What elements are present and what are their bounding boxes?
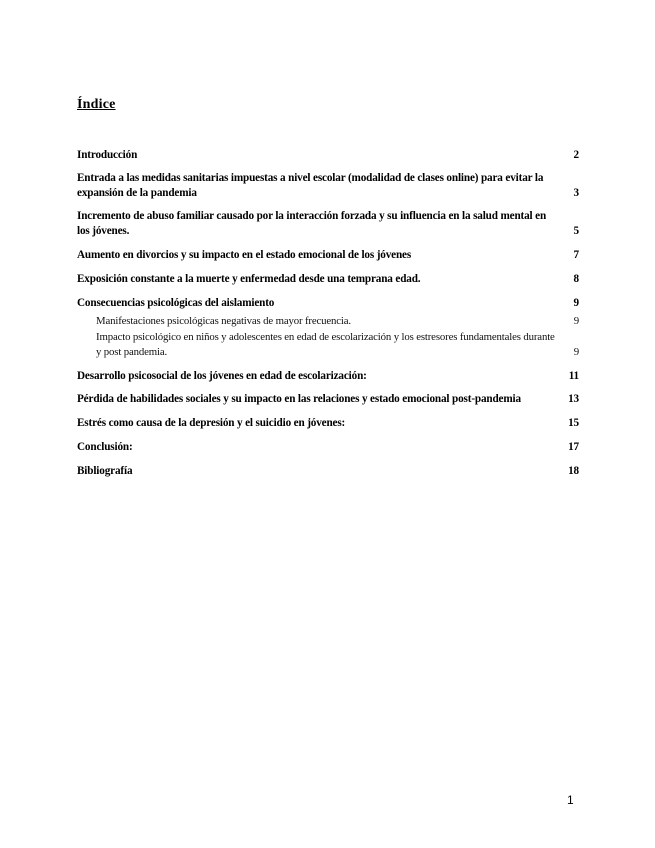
toc-entry-page: 9	[573, 297, 579, 309]
toc-entry-abuso-familiar[interactable]	[77, 209, 579, 239]
toc-entry-title: Aumento en divorcios y su impacto en el estado emocional de los jóvenes	[77, 249, 412, 261]
toc-entry-consecuencias-aislamiento[interactable]	[77, 296, 579, 311]
toc-entry-bibliografia[interactable]	[77, 464, 579, 479]
toc-entry-page: 9	[573, 346, 579, 358]
toc-entry-page: 9	[573, 315, 579, 327]
toc-entry-page: 15	[568, 417, 579, 429]
toc-entry-page: 5	[573, 225, 579, 237]
toc-entry-title: Estrés como causa de la depresión y el suicidio en jóvenes:	[77, 417, 346, 429]
page-number: 1	[567, 793, 574, 807]
toc-entry-perdida-habilidades[interactable]	[77, 392, 579, 407]
toc-entry-title: Manifestaciones psicológicas negativas de mayor frecuencia.	[96, 315, 351, 327]
toc-entry-title: Introducción	[77, 149, 138, 161]
toc-entry-title: Entrada a las medidas sanitarias impuestas a nivel escolar (modalidad de clases online) para evitar la expansión de la pandemia	[77, 172, 544, 199]
toc-entry-estres-depresion[interactable]	[77, 416, 579, 431]
toc-entry-exposicion-muerte[interactable]	[77, 272, 579, 287]
toc-entry-title: Desarrollo psicosocial de los jóvenes en edad de escolarización:	[77, 370, 367, 382]
toc-entry-page: 17	[568, 441, 579, 453]
toc-subentry-manifestaciones[interactable]	[96, 314, 579, 329]
toc-entry-title: Bibliografía	[77, 465, 133, 477]
toc-entry-page: 8	[573, 273, 579, 285]
toc-entry-page: 2	[573, 149, 579, 161]
toc-entry-title: Impacto psicológico en niños y adolescentes en edad de escolarización y los estresores fundamentales durante y post pandemia.	[96, 331, 555, 358]
toc-heading: Índice	[77, 97, 116, 112]
toc-entry-medidas-sanitarias[interactable]	[77, 171, 579, 201]
toc-entry-title: Exposición constante a la muerte y enfermedad desde una temprana edad.	[77, 273, 421, 285]
toc-entry-page: 18	[568, 465, 579, 477]
toc-entry-page: 13	[568, 393, 579, 405]
toc-entry-divorcios[interactable]	[77, 248, 579, 263]
toc-entry-desarrollo-psicosocial[interactable]	[77, 369, 579, 384]
toc-entry-page: 3	[573, 187, 579, 199]
toc-entry-title: Pérdida de habilidades sociales y su impacto en las relaciones y estado emocional post-pandemia	[77, 393, 521, 405]
toc-entry-title: Incremento de abuso familiar causado por la interacción forzada y su influencia en la salud mental en los jóvenes.	[77, 210, 547, 237]
toc-entry-introduccion[interactable]	[77, 148, 579, 163]
toc-entry-page: 11	[568, 370, 579, 382]
toc-entry-title: Conclusión:	[77, 441, 133, 453]
toc-entry-conclusion[interactable]	[77, 440, 579, 455]
toc-entry-page: 7	[573, 249, 579, 261]
toc-entry-title: Consecuencias psicológicas del aislamiento	[77, 297, 275, 309]
toc-subentry-impacto-psicologico[interactable]	[96, 330, 579, 360]
